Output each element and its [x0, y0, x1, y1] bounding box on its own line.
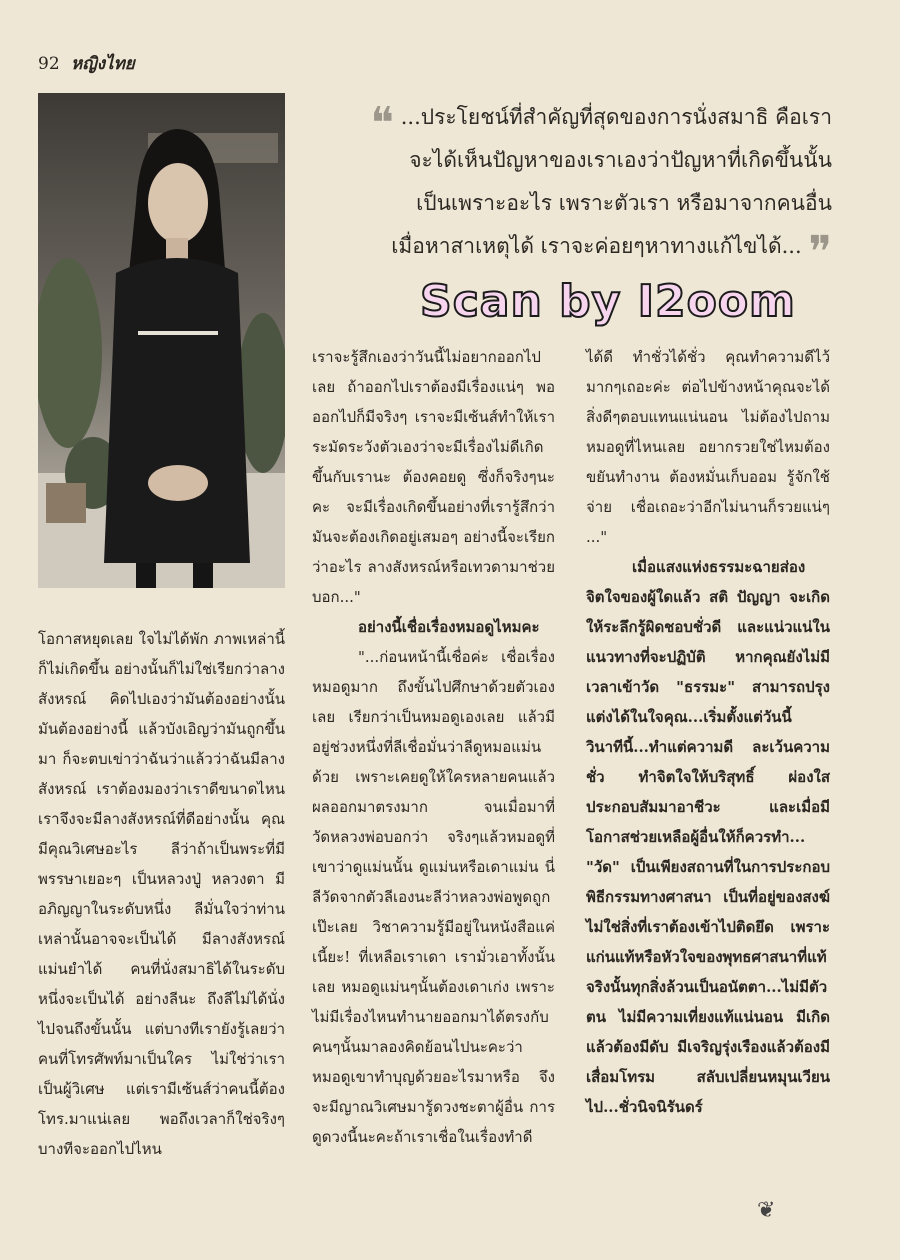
closing-quote-mark-icon: ❞ — [808, 227, 832, 278]
paragraph: ได้ดี ทำชั่วได้ชั่ว คุณทำความดีไว้มากๆเถอะค่ะ ต่อไปข้างหน้าคุณจะได้สิ่งดีๆตอบแทนแน่นอน ไม่ต้องไปถามหมอดูที่ไหนเลย อยากรวยใช่ไหมต้องขยันทำงาน ต้องหมั่นเก็บออม รู้จักใช้จ่าย เชื่อเถอะว่าอีกไม่นานก็รวยแน่ๆ ..." — [586, 348, 830, 546]
end-of-article-icon: ❦ — [757, 1198, 776, 1223]
closing-paragraph: เมื่อแสงแห่งธรรมะฉายส่องจิตใจของผู้ใดแล้ว สติ ปัญญา จะเกิดให้ระลึกรู้ผิดชอบชั่วดี และแน่วแน่ในแนวทางที่จะปฏิบัติ หากคุณยังไม่มีเวลาเข้าวัด "ธรรมะ" สามารถปรุงแต่งได้ในใจคุณ...เริ่มตั้งแต่วันนี้ วินาทีนี้...ทำแต่ความดี ละเว้นความชั่ว ทำจิตใจให้บริสุทธิ์ ผ่องใส ประกอบสัมมาอาชีวะ และเมื่อมีโอกาสช่วยเหลือผู้อื่นให้ก็ควรทำ... "วัด" เป็นเพียงสถานที่ในการประกอบพิธีกรรมทางศาสนา เป็นที่อยู่ของสงฆ์ ไม่ใช่สิ่งที่เราต้องเข้าไปติดยึด เพราะแก่นแท้หรือหัวใจของพุทธศาสนาที่แท้จริงนั้นทุกสิ่งล้วนเป็นอนัตตา...ไม่มีตัวตน ไม่มีความเที่ยงแท้แน่นอน มีเกิดแล้วต้องมีดับ มีเจริญรุ่งเรืองแล้วต้องมีเสื่อมโทรม สลับเปลี่ยนหมุนเวียนไป...ชั่วนิจนิรันดร์ — [586, 558, 830, 1116]
portrait-photo — [38, 93, 285, 588]
quote-line: ...ประโยชน์ที่สำคัญที่สุดของการนั่งสมาธิ คือเรา — [400, 105, 832, 129]
quote-line: เป็นเพราะอะไร เพราะตัวเรา หรือมาจากคนอื่น — [416, 191, 832, 215]
paragraph: "...ก่อนหน้านี้เชื่อค่ะ เชื่อเรื่องหมอดูมาก ถึงขั้นไปศึกษาด้วยตัวเองเลย เรียกว่าเป็นหมอดูเองเลย แล้วมีอยู่ช่วงหนึ่งที่ลีเชื่อมั่นว่าลีดูหมอแม่นด้วย เพราะเคยดูให้ใครหลายคนแล้วผลออกมาตรงมาก จนเมื่อมาที่วัดหลวงพ่อบอกว่า จริงๆแล้วหมอดูที่เขาว่าดูแม่นนั้น ดูแม่นหรือเดาแม่น นี่ลีวัดจากตัวลีเองนะลีว่าหลวงพ่อพูดถูกเป๊ะเลย วิชาความรู้มีอยู่ในหนังสือแค่เนี้ยะ! ที่เหลือเราเดา เรามั่วเอาทั้งนั้นเลย หมอดูแม่นๆนั้นต้องเดาเก่ง เพราะไม่มีเรื่องไหนทำนายออกมาได้ตรงกับคนๆนั้นมาลองคิดย้อนไปนะคะว่าหมอดูเขาทำบุญด้วยอะไรมาหรือ จึงจะมีญาณวิเศษมารู้ดวงชะตาผู้อื่น การดูดวงนี้นะคะถ้าเราเชื่อในเรื่องทำดี — [312, 648, 555, 1146]
text-column-3 — [586, 342, 830, 1122]
text-column-1 — [38, 624, 285, 1164]
interview-question: อย่างนี้เชื่อเรื่องหมอดูไหมคะ — [358, 618, 540, 636]
page-number: 92 — [38, 54, 60, 74]
page-header — [38, 50, 135, 77]
portrait-image — [38, 93, 285, 588]
magazine-name: หญิงไทย — [71, 54, 135, 74]
paragraph: โอกาสหยุดเลย ใจไม่ได้พัก ภาพเหล่านี้ก็ไม่เกิดขึ้น อย่างนั้นก็ไม่ใช่เรียกว่าลางสังหรณ์ คิดไปเองว่ามันต้องอย่างนั้น มันต้องอย่างนี้ แล้วบังเอิญว่ามันถูกขึ้นมา ก็จะตบเข่าว่าฉันว่าแล้วว่าฉันมีลางสังหรณ์ เราต้องมองว่าเราดีขนาดไหนเราจึงจะมีลางสังหรณ์ที่ดีอย่างนั้น คุณมีคุณวิเศษอะไร ลีว่าถ้าเป็นพระที่มีพรรษาเยอะๆ เป็นหลวงปู่ หลวงตา มีอภิญญาในระดับหนึ่ง ลีมั่นใจว่าท่านเหล่านั้นอาจจะเป็นได้ มีลางสังหรณ์แม่นยำได้ คนที่นั่งสมาธิได้ในระดับหนึ่งจะเป็นได้ อย่างลีนะ ถึงลีไม่ได้นั่งไปจนถึงขั้นนั้น แต่บางทีเรายังรู้เลยว่าคนที่โทรศัพท์มาเป็นใคร ไม่ใช่ว่าเราเป็นผู้วิเศษ แต่เรามีเซ้นส์ว่าคนนี้ต้องโทร.มาแน่เลย พอถึงเวลาก็ใช่จริงๆ บางทีจะออกไปไหน — [38, 630, 285, 1158]
opening-quote-mark-icon: ❝ — [370, 98, 395, 149]
scan-watermark: Scan by I2oom — [420, 276, 796, 327]
quote-line: เมื่อหาสาเหตุได้ เราจะค่อยๆหาทางแก้ไขได้... — [391, 234, 802, 258]
paragraph: เราจะรู้สึกเองว่าวันนี้ไม่อยากออกไปเลย ถ้าออกไปเราต้องมีเรื่องแน่ๆ พอออกไปก็มีจริงๆ เราจะมีเซ้นส์ทำให้เราระมัดระวังตัวเองว่าจะมีเรื่องไม่ดีเกิดขึ้นกับเรานะ ต้องคอยดู ซึ่งก็จริงๆนะคะ จะมีเรื่องเกิดขึ้นอย่างที่เรารู้สึกว่ามันจะต้องเกิดอยู่เสมอๆ อย่างนี้จะเรียกว่าอะไร ลางสังหรณ์หรือเทวดามาช่วยบอก..." — [312, 348, 555, 606]
quote-line: จะได้เห็นปัญหาของเราเองว่าปัญหาที่เกิดขึ้นนั้น — [409, 148, 832, 172]
text-column-2 — [312, 342, 555, 1152]
pull-quote — [332, 96, 832, 278]
